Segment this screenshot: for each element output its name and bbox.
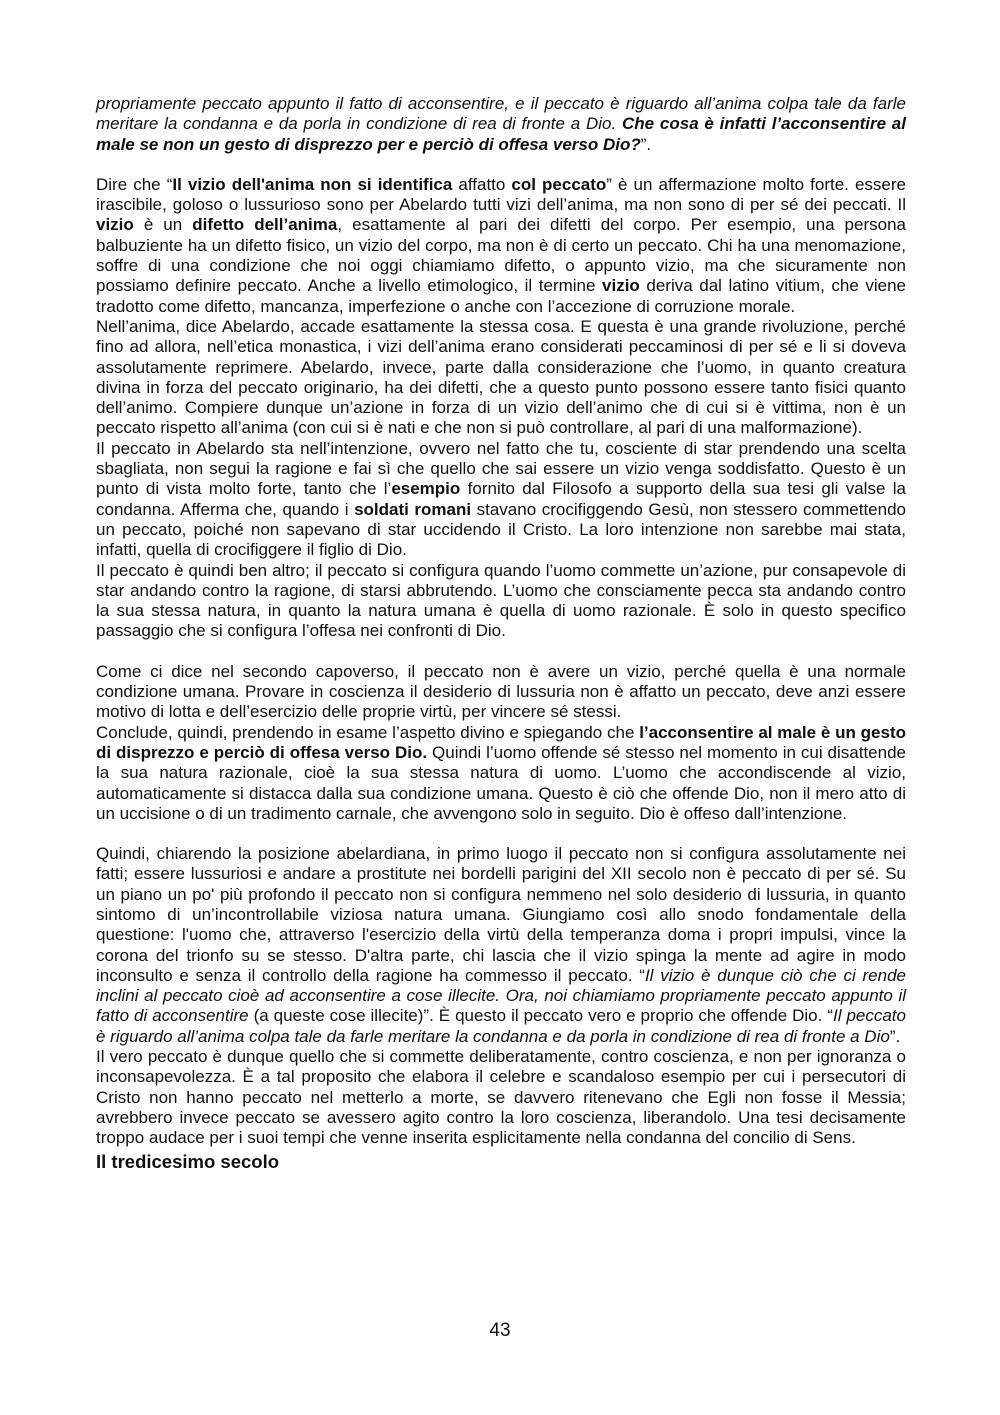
paragraph-2: Dire che “Il vizio dell'anima non si identifica affatto col peccato” è un affermazione molto forte. essere irascibile, goloso o lussurioso sono per Abelardo tutti vizi dell’anima, ma non sono di per sé dei peccati. Il vizio è un difetto dell’anima, esattamente al pari dei difetti del corpo. Per esempio, una persona balbuziente ha un difetto fisico, un vizio del corpo, ma non è di certo un peccato. Chi ha una menomazione, soffre di una condizione che noi oggi chiamiamo difetto, o appunto vizio, ma che sicuramente non possiamo definire peccato. Anche a livello etimologico, il termine vizio deriva dal latino vitium, che viene tradotto come difetto, mancanza, imperfezione o anche con l’accezione di corruzione morale. (96, 174, 906, 316)
bold-statement: l’acconsentire al male è un gesto di disprezzo e perciò di offesa verso Dio. (96, 722, 906, 762)
bold-term: difetto dell’anima (192, 215, 338, 235)
bold-term: Il vizio dell'anima non si identifica (172, 174, 453, 194)
paragraph-9: Il vero peccato è dunque quello che si commette deliberatamente, contro coscienza, e non per ignoranza o inconsapevolezza. È a tal proposito che elabora il celebre e scandaloso esempio per cui i persecutori di Cristo non hanno peccato nel metterlo a morte, se davvero ritenevano che Egli non fosse il Messia; avrebbero invece peccato se avessero agito contro la loro coscienza, liberandolo. Una tesi decisamente troppo audace per i suoi tempi che venne inserita esplicitamente nella condanna del concilio di Sens. (96, 1047, 906, 1148)
text-run: ”. (640, 134, 652, 154)
paragraph-4: Il peccato in Abelardo sta nell’intenzione, ovvero nel fatto che tu, cosciente di star prendendo una scelta sbagliata, non segui la ragione e fai sì che quello che sai essere un vizio venga soddisfatto. Questo è un punto di vista molto forte, tanto che l’esempio fornito dal Filosofo a supporto della sua tesi gli valse la condanna. Afferma che, quando i soldati romani stavano crocifiggendo Gesù, non stessero commettendo un peccato, poiché non sapevano di star uccidendo il Cristo. La loro intenzione non sarebbe mai stata, infatti, quella di crocifiggere il figlio di Dio. (96, 438, 906, 560)
paragraph-6: Come ci dice nel secondo capoverso, il peccato non è avere un vizio, perché quella è una normale condizione umana. Provare in coscienza il desiderio di lussuria non è affatto un peccato, deve anzi essere motivo di lotta e dell’esercizio delle proprie virtù, per vincere sé stessi. (96, 661, 906, 722)
section-heading: Il tredicesimo secolo (96, 1150, 280, 1172)
paragraph-8: Quindi, chiarendo la posizione abelardiana, in primo luogo il peccato non si configura assolutamente nei fatti; essere lussuriosi e andare a prostitute nei bordelli parigini del XII secolo non è peccato di per sé. Su un piano un po' più profondo il peccato non si configura nemmeno nel solo desiderio di lussuria, in quanto sintomo di un’incontrollabile viziosa natura umana. Giungiamo così allo snodo fondamentale della questione: l'uomo che, attraverso l'esercizio della virtù della temperanza doma i propri impulsi, vince la corona del trionfo su se stesso. D'altra parte, chi lascia che il vizio spinga la mente ad agire in modo inconsulto e senza il controllo della ragione ha commesso il peccato. “Il vizio è dunque ciò che ci rende inclini al peccato cioè ad acconsentire a cose illecite. Ora, noi chiamiamo propriamente peccato appunto il fatto di acconsentire (a queste cose illecite)”. È questo il peccato vero e proprio che offende Dio. “Il peccato è riguardo all’anima colpa tale da farle meritare la condanna e da porla in condizione di rea di fronte a Dio”. (96, 844, 906, 1046)
italic-quote: propriamente peccato appunto il fatto di acconsentire, e il peccato è riguardo all’anima colpa tale da farle meritare la condanna e da porla in condizione di rea di fronte a Dio. (96, 94, 906, 134)
bold-italic-quote: Che cosa è infatti l’acconsentire al male se non un gesto di disprezzo per e perciò di offesa verso Dio? (96, 114, 906, 154)
page-body (96, 94, 906, 1173)
bold-term: soldati romani (354, 499, 472, 519)
bold-term: vizio (96, 215, 134, 235)
italic-quote: Il vizio è dunque ciò che ci rende inclini al peccato cioè ad acconsentire a cose illecite. Ora, noi chiamiamo propriamente peccato appunto il fatto di acconsentire (96, 965, 906, 1026)
paragraph-7: Conclude, quindi, prendendo in esame l’aspetto divino e spiegando che l’acconsentire al male è un gesto di disprezzo e perciò di offesa verso Dio. Quindi l’uomo offende sé stesso nel momento in cui disattende la sua natura razionale, cioè la sua stessa natura di uomo. L’uomo che accondiscende al vizio, automaticamente si distacca dalla sua condizione umana. Questo è ciò che offende Dio, non il mero atto di un uccisione o di un tradimento carnale, che avvengono solo in seguito. Dio è offeso dall’intenzione. (96, 722, 906, 823)
paragraph-3: Nell’anima, dice Abelardo, accade esattamente la stessa cosa. E questa è una grande rivoluzione, perché fino ad allora, nell’etica monastica, i vizi dell’anima erano considerati peccaminosi di per sé e li si doveva assolutamente reprimere. Abelardo, invece, parte dalla considerazione che l’uomo, in quanto creatura divina in forza del peccato originario, ha dei difetti, che a questo punto possono essere tanto fisici quanto dell’animo. Compiere dunque un’azione in forza di un vizio dell’animo che di cui si è vittima, non è un peccato rispetto all’anima (con cui si è nati e che non si può controllare, al pari di una malformazione). (96, 316, 906, 438)
page-number: 43 (489, 1320, 511, 1341)
bold-term: esempio (391, 479, 461, 499)
bold-term: col peccato (511, 174, 607, 194)
paragraph-1 (96, 94, 906, 155)
italic-quote: Il peccato è riguardo all’anima colpa tale da farle meritare la condanna e da porla in condizione di rea di fronte a Dio (96, 1006, 906, 1046)
bold-term: vizio (602, 276, 640, 296)
paragraph-5: Il peccato è quindi ben altro; il peccato si configura quando l’uomo commette un’azione, pur consapevole di star andando contro la ragione, di starsi abbrutendo. L’uomo che consciamente pecca sta andando contro la sua stessa natura, in quanto la natura umana è quella di uomo razionale. È solo in questo specifico passaggio che si configura l’offesa nei confronti di Dio. (96, 560, 906, 641)
